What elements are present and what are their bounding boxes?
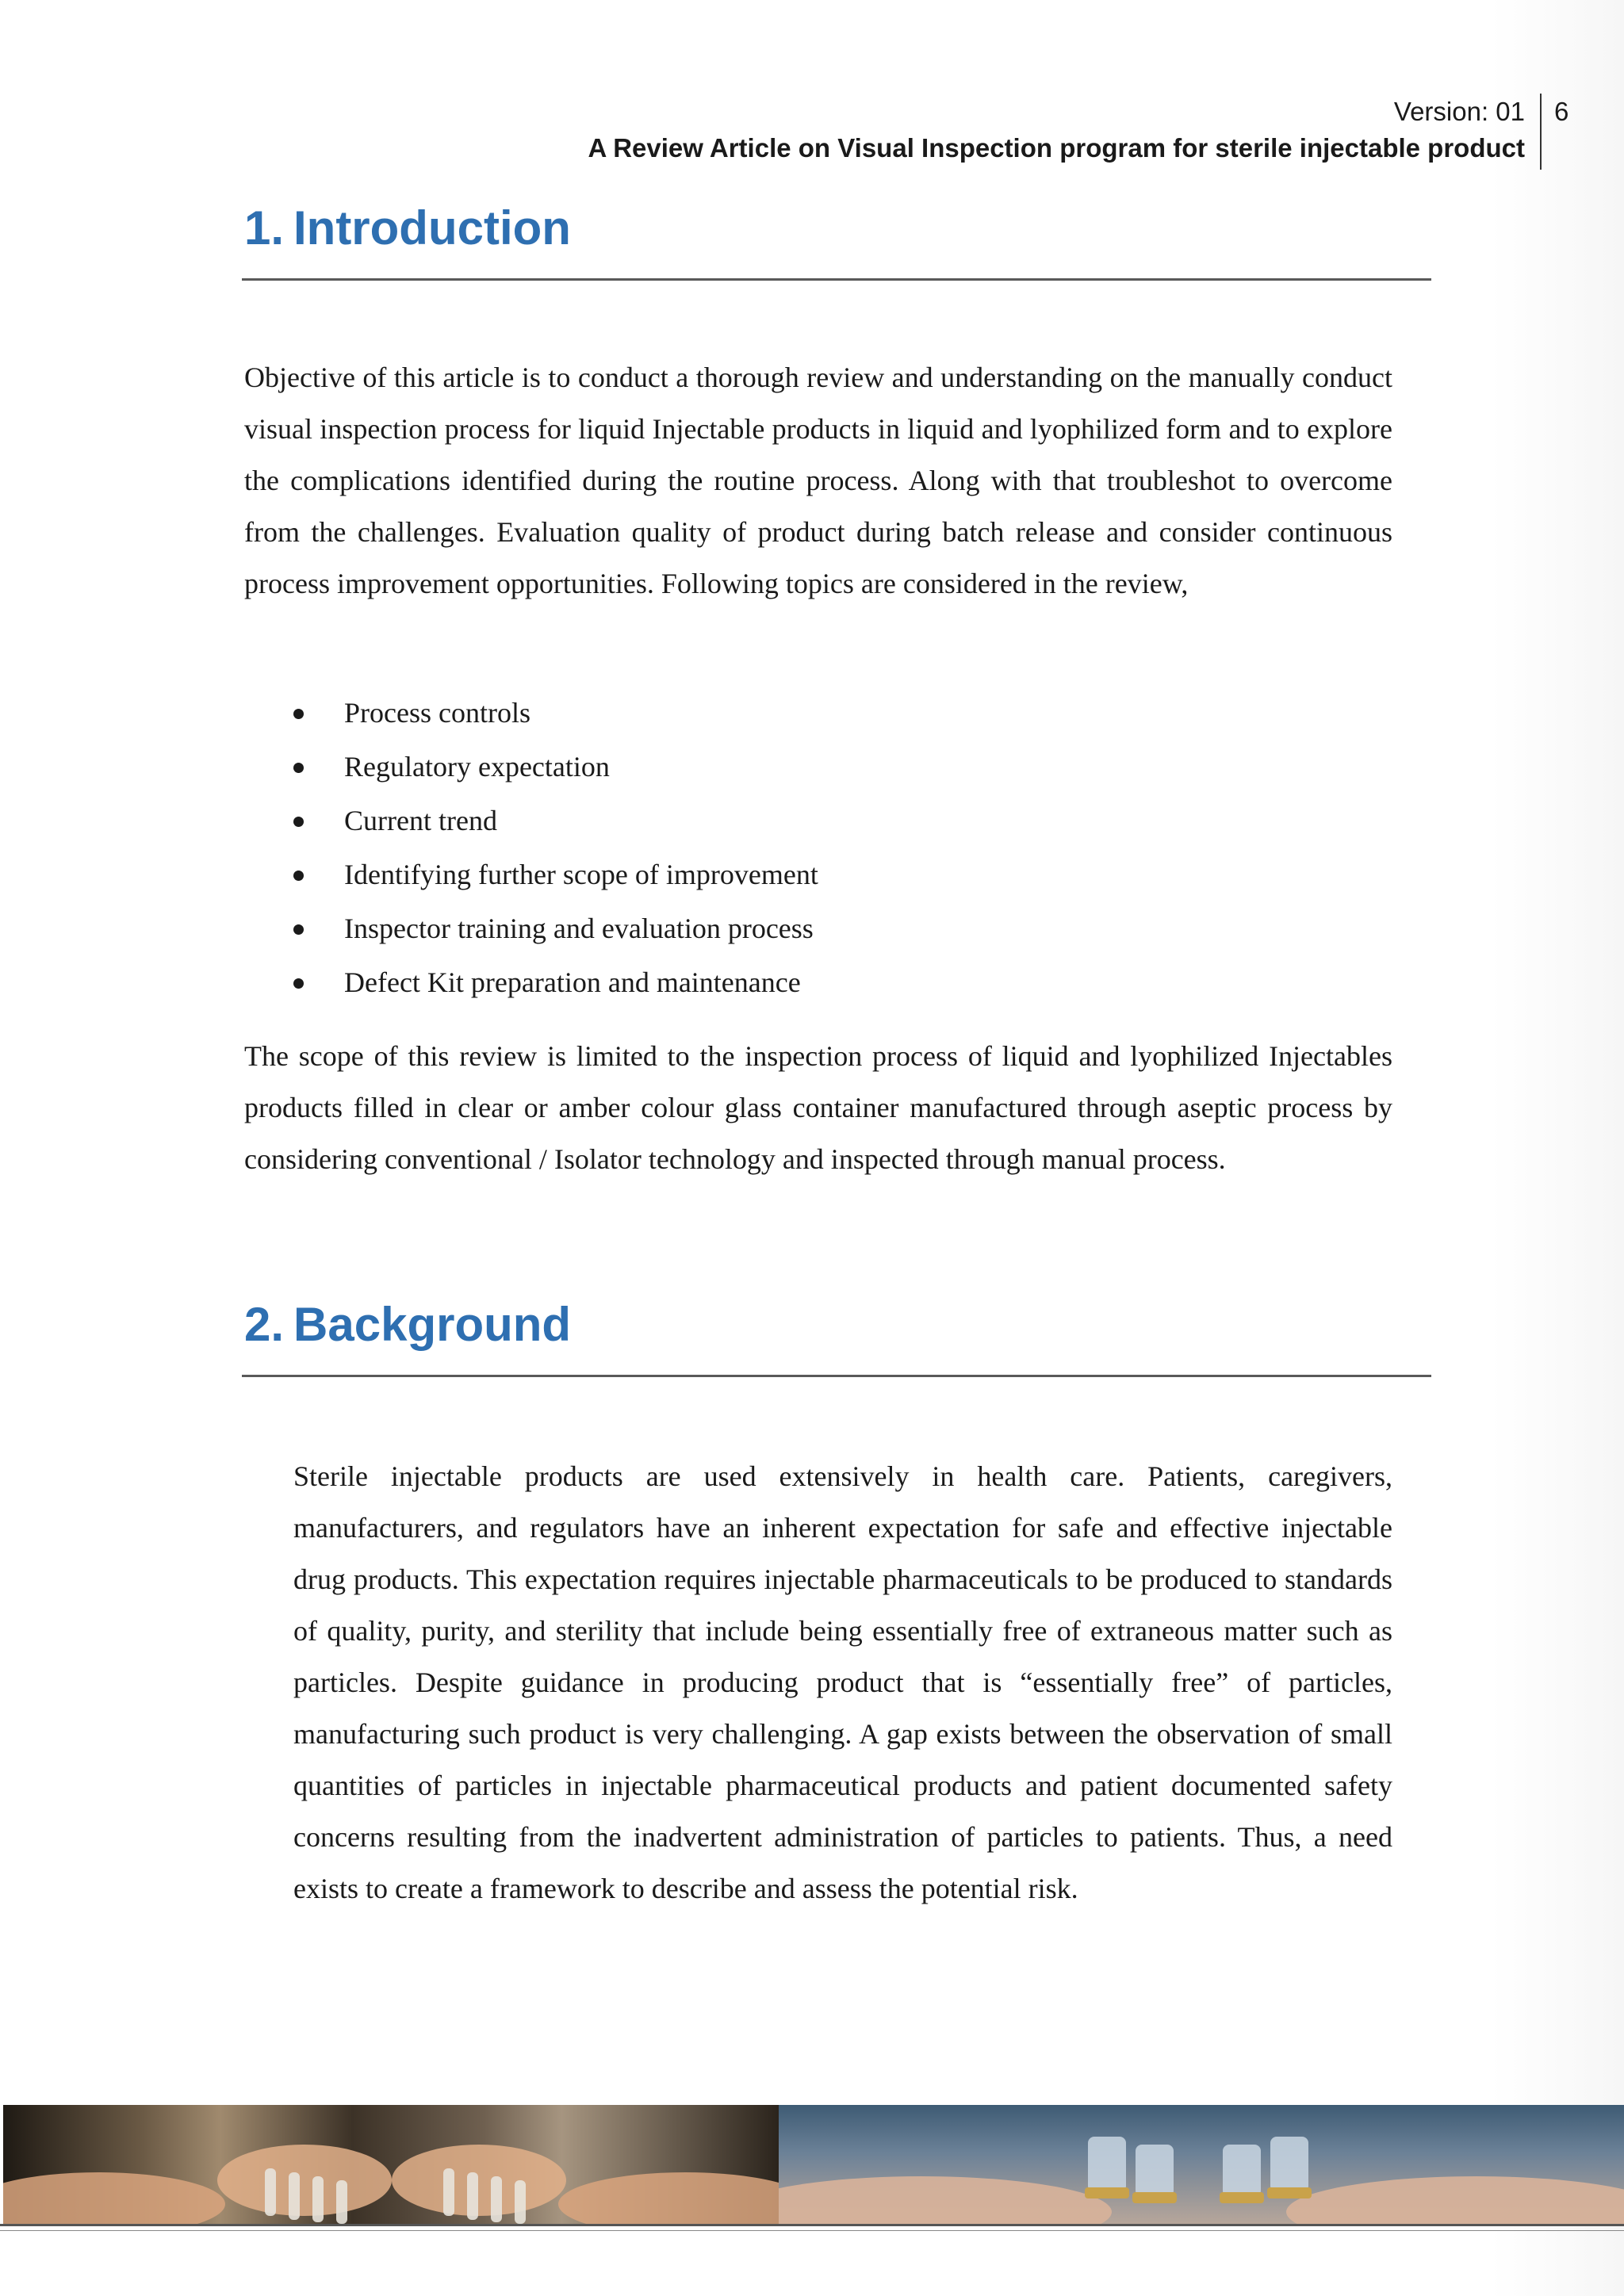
list-item [293,850,818,904]
scope-paragraph: The scope of this review is limited to the inspection process of liquid and lyophilized Injectables products filled in clear or amber colour glass container manufactured through aseptic process by considering conventional / Isolator technology and inspected through manual process. [244,1040,1392,1175]
background-paragraph: Sterile injectable products are used extensively in health care. Patients, caregivers, manufacturers, and regulators have an inherent expectation for safe and effective injectable drug products. This expectation requires injectable pharmaceuticals to be produced to standards of quality, purity, and sterility that include being essentially free of extraneous matter such as particles. Despite guidance in producing product that is “essentially free” of particles, manufacturing such product is very challenging. A gap exists between the observation of small quantities of particles in injectable pharmaceutical products and patient documented safety concerns resulting from the inadvertent administration of particles to patients. Thus, a need exists to create a framework to describe and assess the potential risk. [293,1460,1392,1904]
vials-illustration-icon [779,2105,1624,2224]
ampoules-illustration-icon [3,2105,779,2224]
footer-image-band [3,2105,1624,2224]
topic-text: Inspector training and evaluation process [344,913,814,944]
version-label: Version: 01 [1393,97,1525,126]
topics-list [293,688,818,1012]
list-item [293,796,818,850]
topic-text: Regulatory expectation [344,751,610,783]
page-number: 6 [1554,97,1569,126]
topic-text: Defect Kit preparation and maintenance [344,966,801,998]
list-item [293,742,818,796]
list-item [293,688,818,742]
bullet-icon [293,924,304,935]
bullet-icon [293,871,304,881]
introduction-title: Introduction [293,201,571,254]
introduction-rule [242,278,1431,281]
bullet-icon [293,817,304,827]
background-heading [244,1295,571,1355]
background-rule [242,1375,1431,1377]
footer-rule [0,2224,1624,2226]
article-title: A Review Article on Visual Inspection program for sterile injectable product [588,133,1525,163]
list-item [293,904,818,958]
background-number: 2. [244,1298,285,1351]
background-title: Background [293,1298,572,1351]
running-header [588,94,1525,166]
footer-image-vials [779,2105,1624,2224]
topic-text: Process controls [344,697,530,729]
topic-text: Identifying further scope of improvement [344,859,818,890]
bullet-icon [293,978,304,989]
header-divider [1540,94,1542,170]
topic-text: Current trend [344,805,497,836]
bullet-icon [293,763,304,773]
footer-image-ampoules [3,2105,779,2224]
bullet-icon [293,709,304,719]
list-item [293,958,818,1012]
footer-rule-thin [0,2230,1624,2231]
page-edge-shade [1491,0,1624,2296]
introduction-number: 1. [244,201,285,254]
introduction-paragraph: Objective of this article is to conduct a thorough review and understanding on the manually conduct visual inspection process for liquid Injectable products in liquid and lyophilized form and to explore the complications identified during the routine process. Along with that troubleshot to overcome from the challenges. Evaluation quality of product during batch release and consider continuous process improvement opportunities. Following topics are considered in the review, [244,362,1392,599]
introduction-heading [244,198,571,258]
